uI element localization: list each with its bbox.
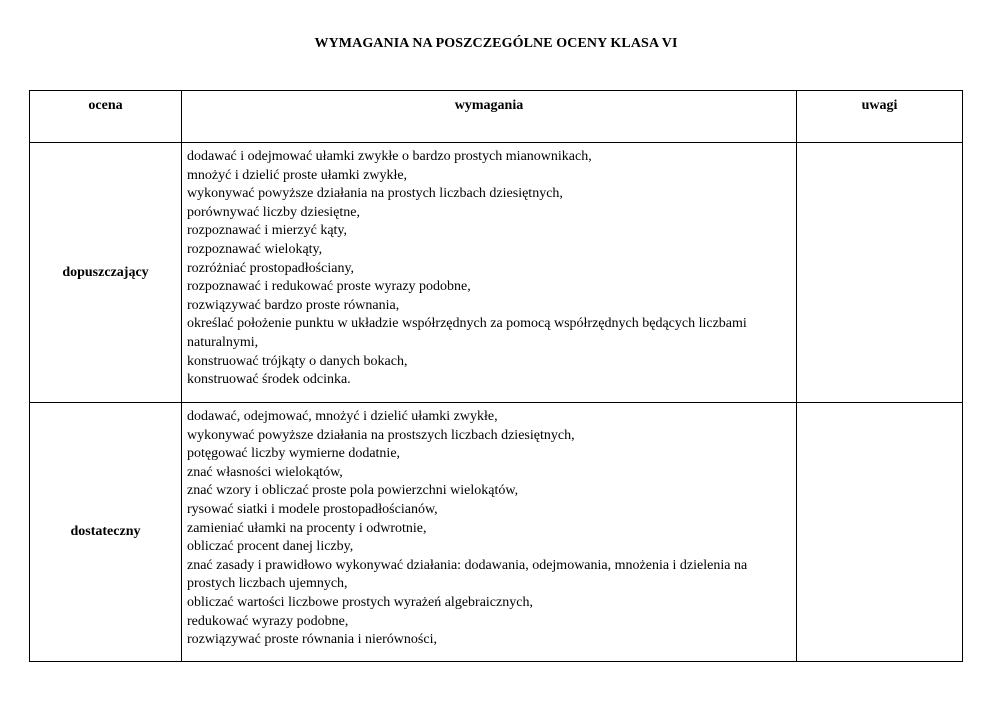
header-ocena: ocena <box>30 91 182 143</box>
requirement-item: porównywać liczby dziesiętne, <box>187 204 360 220</box>
requirement-item: dodawać, odejmować, mnożyć i dzielić ułamki zwykłe, <box>187 409 498 424</box>
grade-cell: dostateczny <box>30 403 182 662</box>
requirement-item: rozwiązywać bardzo proste równania, <box>187 297 400 313</box>
requirements-table <box>29 90 963 662</box>
requirement-item: obliczać procent danej liczby, <box>187 539 354 555</box>
requirement-item: rozpoznawać wielokąty, <box>187 241 323 257</box>
table-header-row <box>30 91 963 143</box>
requirement-item: konstruować środek odcinka. <box>187 372 351 388</box>
requirement-item: rozpoznawać i redukować proste wyrazy podobne, <box>187 279 471 295</box>
requirement-item: wykonywać powyższe działania na prostszych liczbach dziesiętnych, <box>187 427 575 443</box>
notes-cell <box>797 143 963 403</box>
requirement-item: zamieniać ułamki na procenty i odwrotnie, <box>187 520 427 536</box>
notes-cell <box>797 403 963 662</box>
requirement-item: znać własności wielokątów, <box>187 464 343 480</box>
requirement-item: rozpoznawać i mierzyć kąty, <box>187 223 348 239</box>
grade-cell: dopuszczający <box>30 143 182 403</box>
requirement-item: rozwiązywać proste równania i nierówności, <box>187 632 437 648</box>
requirements-cell <box>182 403 797 662</box>
requirement-item: obliczać wartości liczbowe prostych wyrażeń algebraicznych, <box>187 594 533 610</box>
requirement-item: konstruować trójkąty o danych bokach, <box>187 353 408 369</box>
document-title: WYMAGANIA NA POSZCZEGÓLNE OCENY KLASA VI <box>314 36 678 51</box>
requirement-item: dodawać i odejmować ułamki zwykłe o bardzo prostych mianownikach, <box>187 149 592 164</box>
requirement-item: potęgować liczby wymierne dodatnie, <box>187 446 401 462</box>
requirement-item: rysować siatki i modele prostopadłościanów, <box>187 501 438 517</box>
requirement-item: rozróżniać prostopadłościany, <box>187 260 355 276</box>
header-wymagania: wymagania <box>182 91 797 143</box>
requirements-list <box>187 408 790 650</box>
table-row <box>30 403 963 662</box>
header-uwagi: uwagi <box>797 91 963 143</box>
requirement-item: znać wzory i obliczać proste pola powierzchni wielokątów, <box>187 483 519 499</box>
table-row <box>30 143 963 403</box>
requirement-item: redukować wyrazy podobne, <box>187 613 349 629</box>
requirement-item: mnożyć i dzielić proste ułamki zwykłe, <box>187 167 408 183</box>
requirement-item: określać położenie punktu w układzie współrzędnych za pomocą współrzędnych będących liczbami naturalnymi, <box>187 316 747 350</box>
requirement-item: znać zasady i prawidłowo wykonywać działania: dodawania, odejmowania, mnożenia i dzielenia na prostych liczbach ujemnych, <box>187 557 748 592</box>
requirement-item: wykonywać powyższe działania na prostych liczbach dziesiętnych, <box>187 186 563 202</box>
requirements-cell <box>182 143 797 403</box>
requirements-list <box>187 148 790 390</box>
